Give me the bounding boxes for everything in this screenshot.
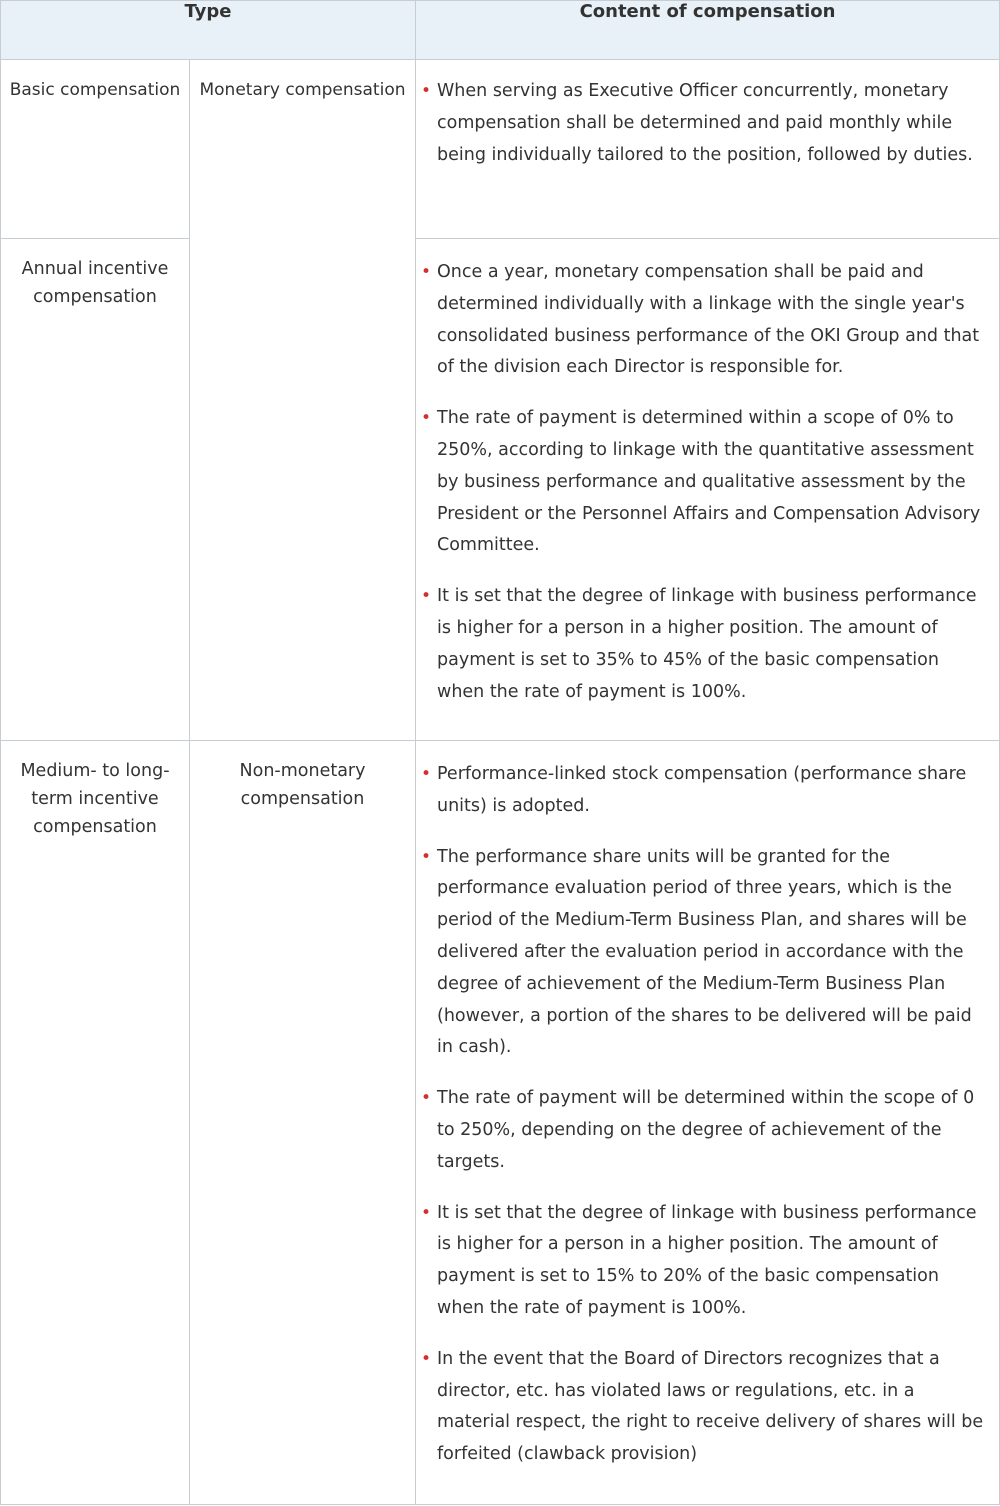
list-item: • The rate of payment is determined within a scope of 0% to 250%, according to linkage with the quantitative assessment by business performance and qualitative assessment by the President or the Personnel Affairs and Compensation Advisory Committee. bbox=[437, 403, 987, 562]
header-type: Type bbox=[1, 1, 416, 60]
list-item: • The rate of payment will be determined within the scope of 0 to 250%, depending on the degree of achievement of the targets. bbox=[437, 1083, 987, 1178]
bullet-dot-icon: • bbox=[421, 586, 432, 607]
type-annual-incentive: Annual incentive compensation bbox=[1, 239, 190, 741]
header-content: Content of compensation bbox=[416, 1, 1000, 60]
type-basic-compensation: Basic compensation bbox=[1, 60, 190, 239]
category-non-monetary: Non-monetary compensation bbox=[190, 741, 416, 1505]
bullet-dot-icon: • bbox=[421, 1088, 432, 1109]
list-item: • The performance share units will be granted for the performance evaluation period of three years, which is the period of the Medium-Term Business Plan, and shares will be delivered after the evaluation period in accordance with the degree of achievement of the Medium-Term Business Plan (however, a portion of the shares to be delivered will be paid in cash). bbox=[437, 842, 987, 1065]
table-row-annual bbox=[1, 239, 1000, 741]
list-item: • In the event that the Board of Directors recognizes that a director, etc. has violated laws or regulations, etc. in a material respect, the right to receive delivery of shares will be forfeited (clawback provision) bbox=[437, 1344, 987, 1471]
content-annual bbox=[416, 239, 1000, 741]
list-item: • When serving as Executive Officer concurrently, monetary compensation shall be determined and paid monthly while being individually tailored to the position, followed by duties. bbox=[437, 76, 987, 171]
bullet-dot-icon: • bbox=[421, 81, 432, 101]
bullet-dot-icon: • bbox=[421, 408, 432, 429]
list-item: • It is set that the degree of linkage with business performance is higher for a person in a higher position. The amount of payment is set to 15% to 20% of the basic compensation when the rate of payment is 100%. bbox=[437, 1198, 987, 1325]
list-item: • Once a year, monetary compensation shall be paid and determined individually with a linkage with the single year's consolidated business performance of the OKI Group and that of the division each Director is responsible for. bbox=[437, 257, 987, 384]
bullet-dot-icon: • bbox=[421, 764, 432, 784]
bullet-list bbox=[421, 76, 987, 171]
content-medium-long bbox=[416, 741, 1000, 1505]
bullet-dot-icon: • bbox=[421, 1202, 432, 1223]
bullet-list bbox=[421, 759, 987, 1471]
table-row-basic bbox=[1, 60, 1000, 239]
table-row-medium-long bbox=[1, 741, 1000, 1505]
type-medium-long-incentive: Medium- to long-term incentive compensation bbox=[1, 741, 190, 1505]
bullet-dot-icon: • bbox=[421, 262, 432, 282]
list-item: • Performance-linked stock compensation (performance share units) is adopted. bbox=[437, 759, 987, 823]
table-header-row bbox=[1, 1, 1000, 60]
content-basic bbox=[416, 60, 1000, 239]
category-monetary: Monetary compensation bbox=[190, 60, 416, 741]
bullet-dot-icon: • bbox=[421, 1348, 432, 1369]
bullet-dot-icon: • bbox=[421, 846, 432, 867]
list-item: • It is set that the degree of linkage with business performance is higher for a person in a higher position. The amount of payment is set to 35% to 45% of the basic compensation when the rate of payment is 100%. bbox=[437, 581, 987, 708]
bullet-list bbox=[421, 257, 987, 708]
